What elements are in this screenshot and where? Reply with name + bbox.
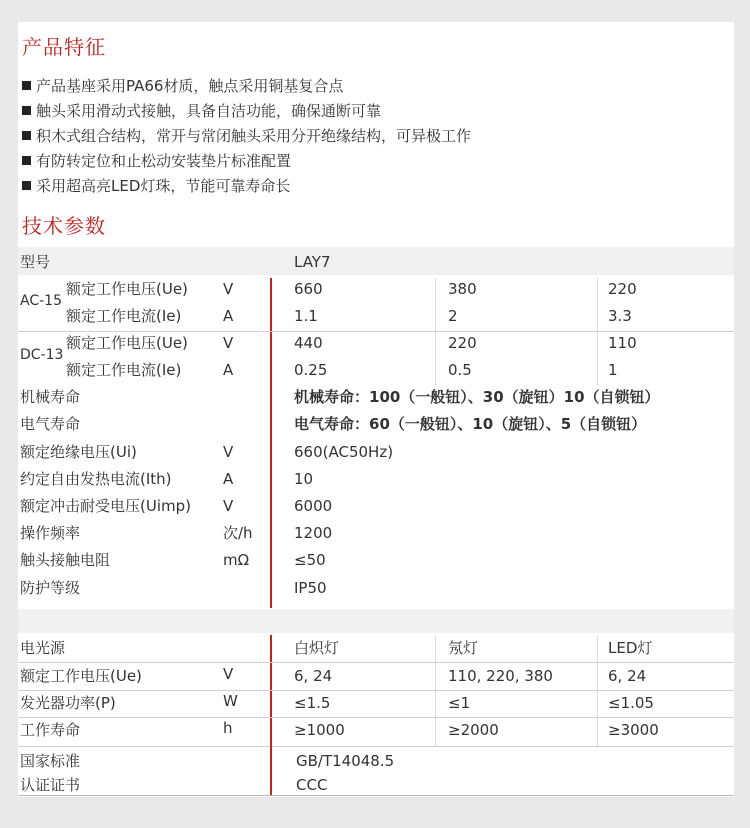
light-row-value: 6, 24 xyxy=(608,667,647,685)
bullet-square-icon xyxy=(22,131,31,140)
param-value: 660 xyxy=(294,280,323,298)
light-row-value: ≥3000 xyxy=(608,721,659,739)
light-row-unit: h xyxy=(223,719,233,737)
column-divider xyxy=(597,278,598,386)
param-unit: A xyxy=(223,361,234,379)
param-value: ≤50 xyxy=(294,551,326,569)
params-title: 技术参数 xyxy=(22,214,106,238)
param-value: 220 xyxy=(448,334,477,352)
model-row-band xyxy=(18,247,734,275)
param-value: 1200 xyxy=(294,524,333,542)
bullet-square-icon xyxy=(22,106,31,115)
model-label: 型号 xyxy=(20,253,51,271)
param-unit: V xyxy=(223,334,234,352)
param-unit: V xyxy=(223,443,234,461)
param-name: 额定工作电压(Ue) xyxy=(66,280,188,298)
standard-value: GB/T14048.5 xyxy=(296,752,395,770)
elec-life-value: 电气寿命：60（一般钮）、10（旋钮）、5（自锁钮） xyxy=(294,415,647,433)
standard-name: 认证证书 xyxy=(20,776,81,794)
param-value: IP50 xyxy=(294,579,327,597)
param-value: 220 xyxy=(608,280,637,298)
param-unit: A xyxy=(223,307,234,325)
param-unit: V xyxy=(223,497,234,515)
param-name: 额定绝缘电压(Ui) xyxy=(20,443,137,461)
param-divider xyxy=(270,278,272,608)
light-row-unit: W xyxy=(223,692,238,710)
light-row-value: ≤1 xyxy=(448,694,471,712)
feature-item: 产品基座采用PA66材质，触点采用铜基复合点 xyxy=(22,76,343,96)
param-unit: A xyxy=(223,470,234,488)
param-value: 6000 xyxy=(294,497,333,515)
light-row-value: ≤1.5 xyxy=(294,694,331,712)
mech-life-value: 机械寿命：100（一般钮）、30（旋钮）10（自锁钮） xyxy=(294,388,660,406)
light-row-name: 发光器功率(P) xyxy=(20,694,116,712)
bullet-square-icon xyxy=(22,181,31,190)
param-unit: mΩ xyxy=(223,551,250,569)
light-row-value: ≥2000 xyxy=(448,721,499,739)
dc13-group-label: DC-13 xyxy=(20,347,64,363)
param-name: 额定工作电流(Ie) xyxy=(66,361,182,379)
param-value: 110 xyxy=(608,334,637,352)
param-value: 440 xyxy=(294,334,323,352)
feature-item: 有防转定位和止松动安装垫片标准配置 xyxy=(22,151,291,171)
param-name: 额定工作电流(Ie) xyxy=(66,307,182,325)
param-unit: 次/h xyxy=(223,524,253,542)
feature-item: 积木式组合结构，常开与常闭触头采用分开绝缘结构，可异极工作 xyxy=(22,126,471,146)
light-header-col: 白炽灯 xyxy=(294,639,340,657)
column-divider xyxy=(597,635,598,747)
param-value: 10 xyxy=(294,470,314,488)
row-separator xyxy=(18,717,734,718)
param-name: 电气寿命 xyxy=(20,415,81,433)
column-divider xyxy=(435,278,436,386)
row-separator xyxy=(18,690,734,691)
light-row-value: 6, 24 xyxy=(294,667,333,685)
light-divider xyxy=(270,635,272,747)
param-value: 660(AC50Hz) xyxy=(294,443,394,461)
param-name: 机械寿命 xyxy=(20,388,81,406)
param-name: 触头接触电阻 xyxy=(20,551,111,569)
product-spec-card xyxy=(18,22,734,797)
light-row-value: 110, 220, 380 xyxy=(448,667,553,685)
param-value: 1.1 xyxy=(294,307,318,325)
row-separator xyxy=(18,795,734,796)
standards-divider xyxy=(270,746,272,796)
row-separator xyxy=(18,746,734,747)
light-row-name: 工作寿命 xyxy=(20,721,81,739)
feature-item: 采用超高亮LED灯珠，节能可靠寿命长 xyxy=(22,176,290,196)
param-unit: V xyxy=(223,280,234,298)
standard-name: 国家标准 xyxy=(20,752,81,770)
light-row-unit: V xyxy=(223,665,234,683)
column-divider xyxy=(435,635,436,747)
param-name: 防护等级 xyxy=(20,579,81,597)
light-row-value: ≥1000 xyxy=(294,721,345,739)
param-value: 0.5 xyxy=(448,361,472,379)
param-value: 1 xyxy=(608,361,618,379)
spacer-band xyxy=(18,609,734,633)
feature-item: 触头采用滑动式接触，具备自洁功能，确保通断可靠 xyxy=(22,101,381,121)
param-name: 约定自由发热电流(Ith) xyxy=(20,470,172,488)
param-name: 操作频率 xyxy=(20,524,81,542)
light-row-name: 额定工作电压(Ue) xyxy=(20,667,142,685)
features-title: 产品特征 xyxy=(22,35,106,59)
light-header-name: 电光源 xyxy=(20,639,66,657)
light-header-col: 氖灯 xyxy=(448,639,479,657)
bullet-square-icon xyxy=(22,156,31,165)
light-row-value: ≤1.05 xyxy=(608,694,654,712)
standard-value: CCC xyxy=(296,776,328,794)
param-value: 2 xyxy=(448,307,458,325)
row-separator xyxy=(18,662,734,663)
param-name: 额定工作电压(Ue) xyxy=(66,334,188,352)
param-value: 3.3 xyxy=(608,307,632,325)
bullet-square-icon xyxy=(22,81,31,90)
param-value: 0.25 xyxy=(294,361,328,379)
param-value: 380 xyxy=(448,280,477,298)
model-value: LAY7 xyxy=(294,253,331,271)
ac15-group-label: AC-15 xyxy=(20,293,62,309)
row-separator xyxy=(18,331,734,332)
light-header-col: LED灯 xyxy=(608,639,653,657)
param-name: 额定冲击耐受电压(Uimp) xyxy=(20,497,191,515)
